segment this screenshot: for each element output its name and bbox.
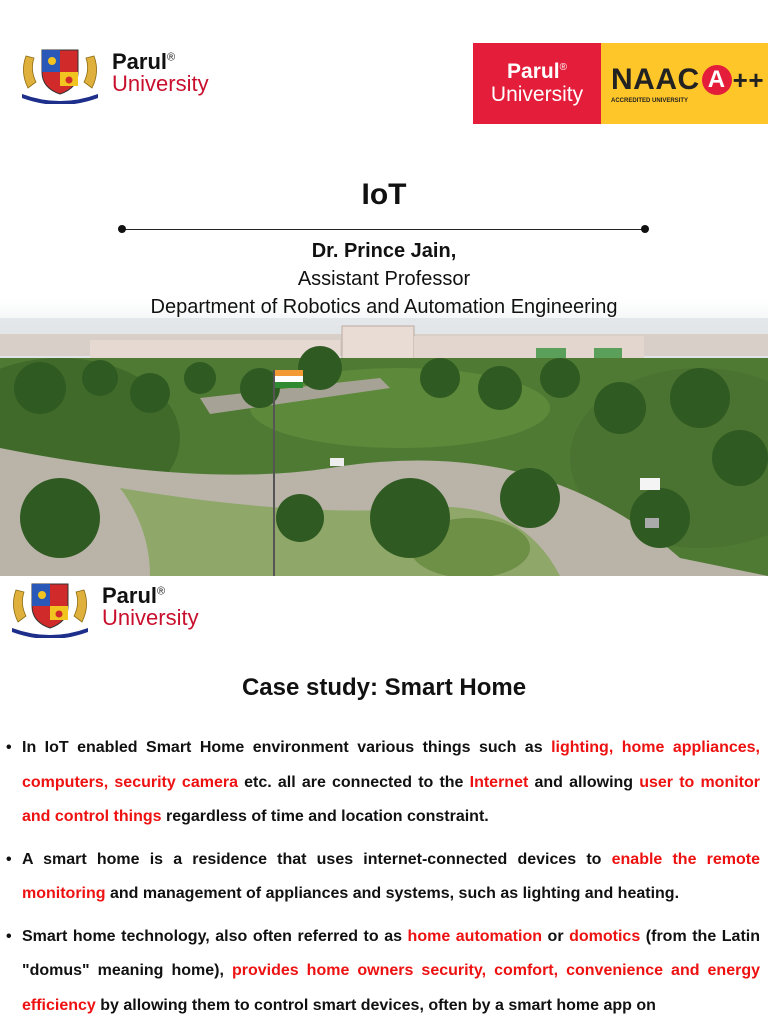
bullet-text: or	[542, 927, 570, 945]
accredited-text: ACCREDITED UNIVERSITY	[611, 98, 689, 104]
campus-aerial-image	[0, 318, 768, 576]
badge-university-panel	[473, 43, 601, 124]
bullet-item	[4, 843, 760, 912]
logo-university-text: University	[112, 71, 209, 96]
badge-parul-text: Parul	[507, 60, 560, 84]
bullet-item	[4, 920, 760, 1024]
slide-title: Case study: Smart Home	[241, 674, 527, 701]
registered-mark: ®	[167, 51, 176, 64]
highlighted-text: user to monitor and control things	[22, 773, 761, 825]
logo-wordmark	[112, 51, 209, 95]
author-name: Dr. Prince Jain,	[311, 240, 457, 262]
bullet-text: In IoT enabled Smart Home environment various things such as	[22, 739, 552, 756]
highlighted-text: Internet	[469, 773, 529, 791]
bullet-text: regardless of time and location constraint.	[161, 808, 489, 825]
highlighted-text: domotics	[569, 927, 641, 945]
badge-registered-mark: ®	[559, 62, 567, 74]
divider-dot-right	[641, 225, 649, 233]
naac-text: NAAC	[611, 63, 700, 96]
badge-university-text: University	[490, 82, 584, 106]
bullet-text: and management of appliances and systems, such as lighting and heating.	[105, 885, 680, 902]
badge-naac-panel	[601, 43, 768, 124]
parul-university-logo-small	[2, 576, 199, 638]
university-crest-icon	[12, 42, 108, 104]
bullet-text: etc. all are connected to the	[237, 773, 470, 791]
bullet-text: (from the Latin "domus" meaning home),	[22, 927, 760, 979]
bullet-list	[4, 731, 760, 1024]
grade-circle: A	[702, 65, 732, 95]
bullet-text: and allowing	[528, 773, 640, 791]
presentation-title: IoT	[361, 178, 407, 211]
bullet-item	[4, 731, 760, 835]
highlighted-text: home automation	[407, 927, 542, 945]
bullet-text: Smart home technology, also often referred to as	[22, 927, 408, 945]
grade-plus: ++	[732, 64, 765, 95]
highlighted-text: enable the remote monitoring	[22, 850, 760, 902]
highlighted-text: lighting, home appliances, computers, security camera	[22, 739, 760, 791]
highlighted-text: provides home owners security, comfort, convenience and energy efficiency	[22, 962, 761, 1014]
divider-dot-left	[118, 225, 126, 233]
logo-university-text: University	[102, 605, 199, 630]
naac-badge	[473, 43, 768, 124]
logo-parul-text: Parul	[102, 583, 158, 608]
case-study-slide	[0, 576, 768, 1024]
author-department: Department of Robotics and Automation Engineering	[150, 296, 618, 318]
bullet-text: by allowing them to control smart devices, often by a smart home app on	[95, 996, 656, 1014]
logo-parul-text: Parul	[112, 49, 168, 74]
parul-university-logo	[12, 42, 209, 104]
title-divider	[122, 229, 646, 230]
registered-mark: ®	[157, 585, 166, 598]
logo-wordmark	[102, 585, 199, 629]
author-role: Assistant Professor	[297, 268, 471, 290]
university-crest-icon	[2, 576, 98, 638]
bullet-text: A smart home is a residence that uses internet-connected devices to	[22, 850, 612, 868]
